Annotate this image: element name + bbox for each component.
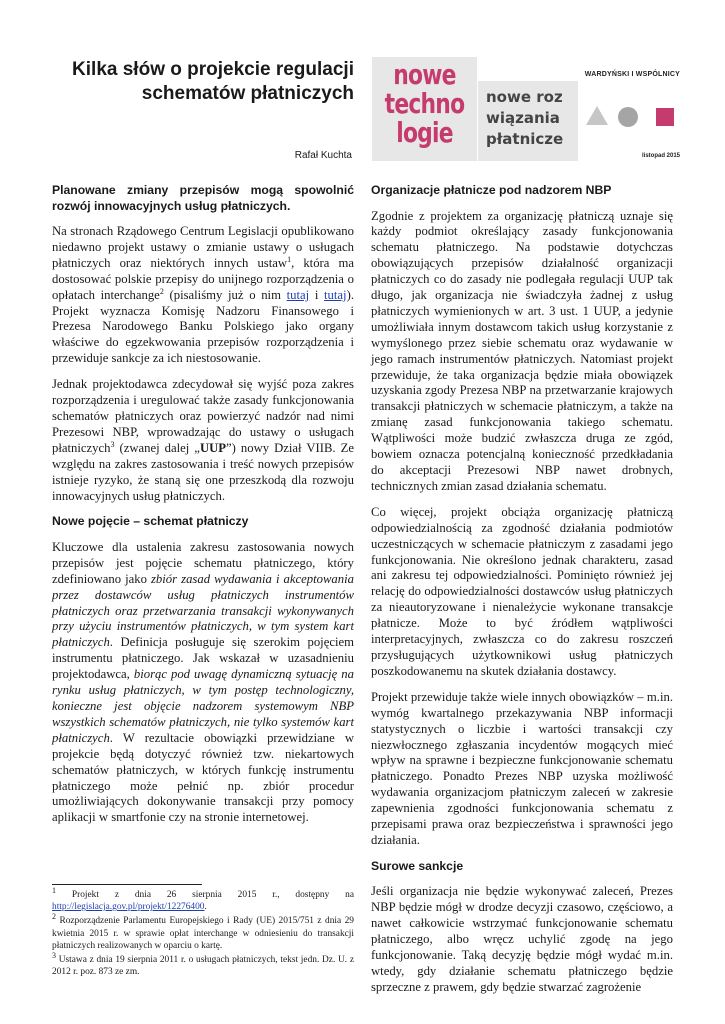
text-span: ). Projekt wyznacza Komisję Nadzoru Finansowego i Prezesa Narodowego Banku Polskiego jako organy właściwe do egzekwowania przepisów rozporządzenia i przewiduje sankcje za ich niestosowanie. — [52, 287, 354, 366]
paragraph-obligations: Projekt przewiduje także wiele innych obowiązków – m.in. wymóg kwartalnego przekazywania NBP informacji statystycznych o liczbie i wartości transakcji czy niezwłocznego zgłaszania incydentów mogących mieć wpływ na sprawne i bezpieczne funkcjonowanie schematu płatniczego. Ponadto Prezes NBP uzyska możliwość wydawania organizacjom płatniczym zaleceń w zakresie zapewnienia zgodności funkcjonowania schematu z przepisami prawa oraz bezpieczeństwa i sprawności jego działania. — [371, 689, 673, 847]
footnote-number: 1 — [52, 885, 56, 895]
square-icon — [656, 108, 674, 126]
paragraph-intro — [52, 224, 354, 367]
footnote-3 — [52, 950, 355, 978]
triangle-icon — [586, 106, 608, 125]
legislation-link[interactable]: http://legislacja.gov.pl/projekt/12276400 — [52, 902, 205, 913]
banner-subtitle-line-1: nowe roz — [486, 88, 563, 106]
footnote-ref[interactable]: 3 — [110, 439, 115, 449]
text-span: i — [309, 287, 325, 302]
lead-heading: Planowane zmiany przepisów mogą spowolnić rozwój innowacyjnych usług płatniczych. — [52, 183, 354, 213]
right-column — [371, 183, 673, 996]
paragraph-sanctions: Jeśli organizacja nie będzie wykonywać zaleceń, Prezes NBP będzie mógł w drodze decyzji czasowo, częściowo, a nawet całkowicie wstrzymać funkcjonowanie schematu płatniczego, albo wręcz uchylić zgodę na jego funkcjonowanie. Taką decyzję będzie mógł wydać m.in. wtedy, gdy działanie schematu płatniczego będzie sprzeczne z prawem, gdy będzie stwarzać zagrożenie — [371, 884, 673, 994]
text-span: . W rezultacie obowiązki przewidziane w projekcie będą dotyczyć również tzw. niekartowych schematów płatniczych, w których funkcję instrumentu płatniczego może pełnić np. zbiór procedur umożliwiających dokonywanie transakcji przy pomocy aplikacji w smartfonie czy na stronie internetowej. — [52, 730, 354, 825]
paragraph-liability: Co więcej, projekt obciąża organizację płatniczą odpowiedzialnością za zgodność działania podmiotów uczestniczących w schemacie płatniczym z zasadami jego funkcjonowania. Nie określono jednak charakteru, zasad ani zakresu tej odpowiedzialności. Pominięto również jej relację do odpowiedzialności dostawców usług płatniczych za nieautoryzowane i nienależycie wykonane transakcje płatnicze. Może to być źródłem wątpliwości interpretacyjnych, zwłaszcza co do zakresu roszczeń przysługujących użytkownikowi usług płatniczych poszkodowanemu na skutek działania dostawcy. — [371, 504, 673, 678]
paragraph-definition — [52, 540, 354, 826]
issue-date: listopad 2015 — [641, 153, 680, 159]
footnotes — [52, 884, 354, 980]
section-heading-organizations: Organizacje płatnicze pod nadzorem NBP — [371, 183, 612, 197]
footnote-number: 2 — [52, 912, 56, 922]
text-span: Projekt z dnia 26 sierpnia 2015 r., dostępny na — [71, 890, 354, 900]
footnote-number: 3 — [52, 950, 56, 960]
left-column — [52, 183, 354, 826]
text-span: ”) nowy Dział VIIB. Ze względu na zakres zastosowania i treść nowych przepisów istnieje ryzyko, że staną się one przeszkodą dla rozwoju innowacyjnych usług płatniczych. — [52, 440, 354, 503]
banner-subtitle-line-3: płatnicze — [486, 130, 564, 148]
section-heading-new-concept: Nowe pojęcie – schemat płatniczy — [52, 514, 249, 529]
text-span: Kluczowe dla ustalenia zakresu zastosowania nowych przepisów jest pojęcie schematu płatniczego, który zdefiniowano jako — [52, 539, 354, 586]
definition-quote: zbiór zasad wydawania i akceptowania przez dostawców usług płatniczych instrumentów płatniczych oraz przetwarzania transakcji wykonywanych przy użyciu instrumentów płatniczych, w tym system kart płatniczych — [52, 571, 354, 650]
text-span: , która ma dostosować polskie przepisy do unijnego rozporządzenia o opłatach interchange — [52, 255, 354, 302]
newsletter-banner — [372, 57, 680, 161]
link-tutaj-1[interactable]: tutaj — [286, 287, 310, 302]
banner-logo-line-2: techno — [384, 87, 465, 120]
banner-logo-nowe-technologie — [372, 57, 477, 161]
banner-logo-line-1: nowe — [393, 58, 456, 91]
banner-subtitle-box — [478, 81, 578, 161]
footnote-1 — [52, 885, 354, 913]
paragraph-scope — [52, 377, 354, 504]
banner-subtitle-line-2: wiązania — [486, 109, 560, 127]
banner-logo-line-3: logie — [396, 116, 453, 149]
author-name: Rafał Kuchta — [294, 150, 352, 161]
link-tutaj-2[interactable]: tutaj — [324, 287, 347, 302]
text-span: Ustawa z dnia 19 sierpnia 2011 r. o usługach płatniczych, tekst jedn. Dz. U. z 2012 r. poz. 873 ze zm. — [52, 955, 355, 978]
text-span: (pisaliśmy już o nim — [163, 287, 287, 302]
footnote-ref[interactable]: 2 — [159, 286, 164, 296]
footnote-ref[interactable]: 1 — [287, 254, 292, 264]
text-span: Jednak projektodawca zdecydował się wyjść poza zakres rozporządzenia i uregulować także zasady funkcjonowania schematów płatniczych oraz powierzyć nadzór nad nimi Prezesowi NBP, wprowadzając do ustawy o usługach płatniczych — [52, 377, 354, 455]
page-title: Kilka słów o projekcie regulacji schematów płatniczych — [72, 59, 354, 104]
text-span: . Definicja posługuje się szerokim pojęciem instrumentu płatniczego. Jak wskazał w uzasadnieniu projektodawca, — [52, 635, 354, 682]
justification-quote: biorąc pod uwagę dynamiczną sytuację na rynku usług płatniczych, w tym postęp technologiczny, konieczne jest objęcie nadzorem systemowym NBP wszystkich schematów płatniczych, nie tylko systemów kart płatniczych — [52, 667, 354, 745]
paragraph-organizations: Zgodnie z projektem za organizację płatniczą uznaje się każdy podmiot określający zasady funkcjonowania schematu płatniczego. Na podstawie dotychczas obowiązujących przepisów działalność organizacji płatniczych co do zasady nie podlegała regulacji UUP tak długo, jak organizacja nie świadczyła żadnej z usług płatniczych wymienionych w art. 3 ust. 1 UUP, a jedynie umożliwiała innym dostawcom takich usług korzystanie z wymyślonego przez siebie schematu oraz wydawanie w jego ramach instrumentów płatniczych. Natomiast projekt przewiduje, że taka organizacja będzie miała obowiązek uzyskania zgody Prezesa NBP na przetwarzanie krajowych transakcji płatniczych w schemacie płatniczym, a także na zmianę zasad funkcjonowania takiego schematu. Wątpliwości może budzić zwłaszcza druga ze zgód, bowiem oznacza potencjalną konieczność przedkładania do akceptacji Prezesowi NBP nawet drobnych, technicznych zmian zasad działania schematu. — [371, 208, 673, 493]
circle-icon — [618, 107, 638, 127]
footnote-divider — [52, 884, 202, 885]
text-span: Na stronach Rządowego Centrum Legislacji opublikowano niedawno projekt ustawy o zmianie ustawy o usługach płatniczych oraz niektórych innych ustaw — [52, 224, 354, 270]
section-heading-sanctions: Surowe sankcje — [371, 858, 464, 873]
footnote-2 — [52, 912, 354, 952]
text-span: . — [204, 902, 207, 913]
text-span: Rozporządzenie Parlamentu Europejskiego i Rady (UE) 2015/751 z dnia 29 kwietnia 2015 r. w sprawie opłat interchange w odniesieniu do transakcji płatniczych realizowanych w oparciu o kartę. — [52, 916, 354, 951]
text-span: (zwanej dalej „ — [114, 440, 200, 455]
firm-name: WARDYŃSKI I WSPÓLNICY — [584, 71, 680, 78]
uup-abbreviation: UUP — [199, 440, 227, 455]
